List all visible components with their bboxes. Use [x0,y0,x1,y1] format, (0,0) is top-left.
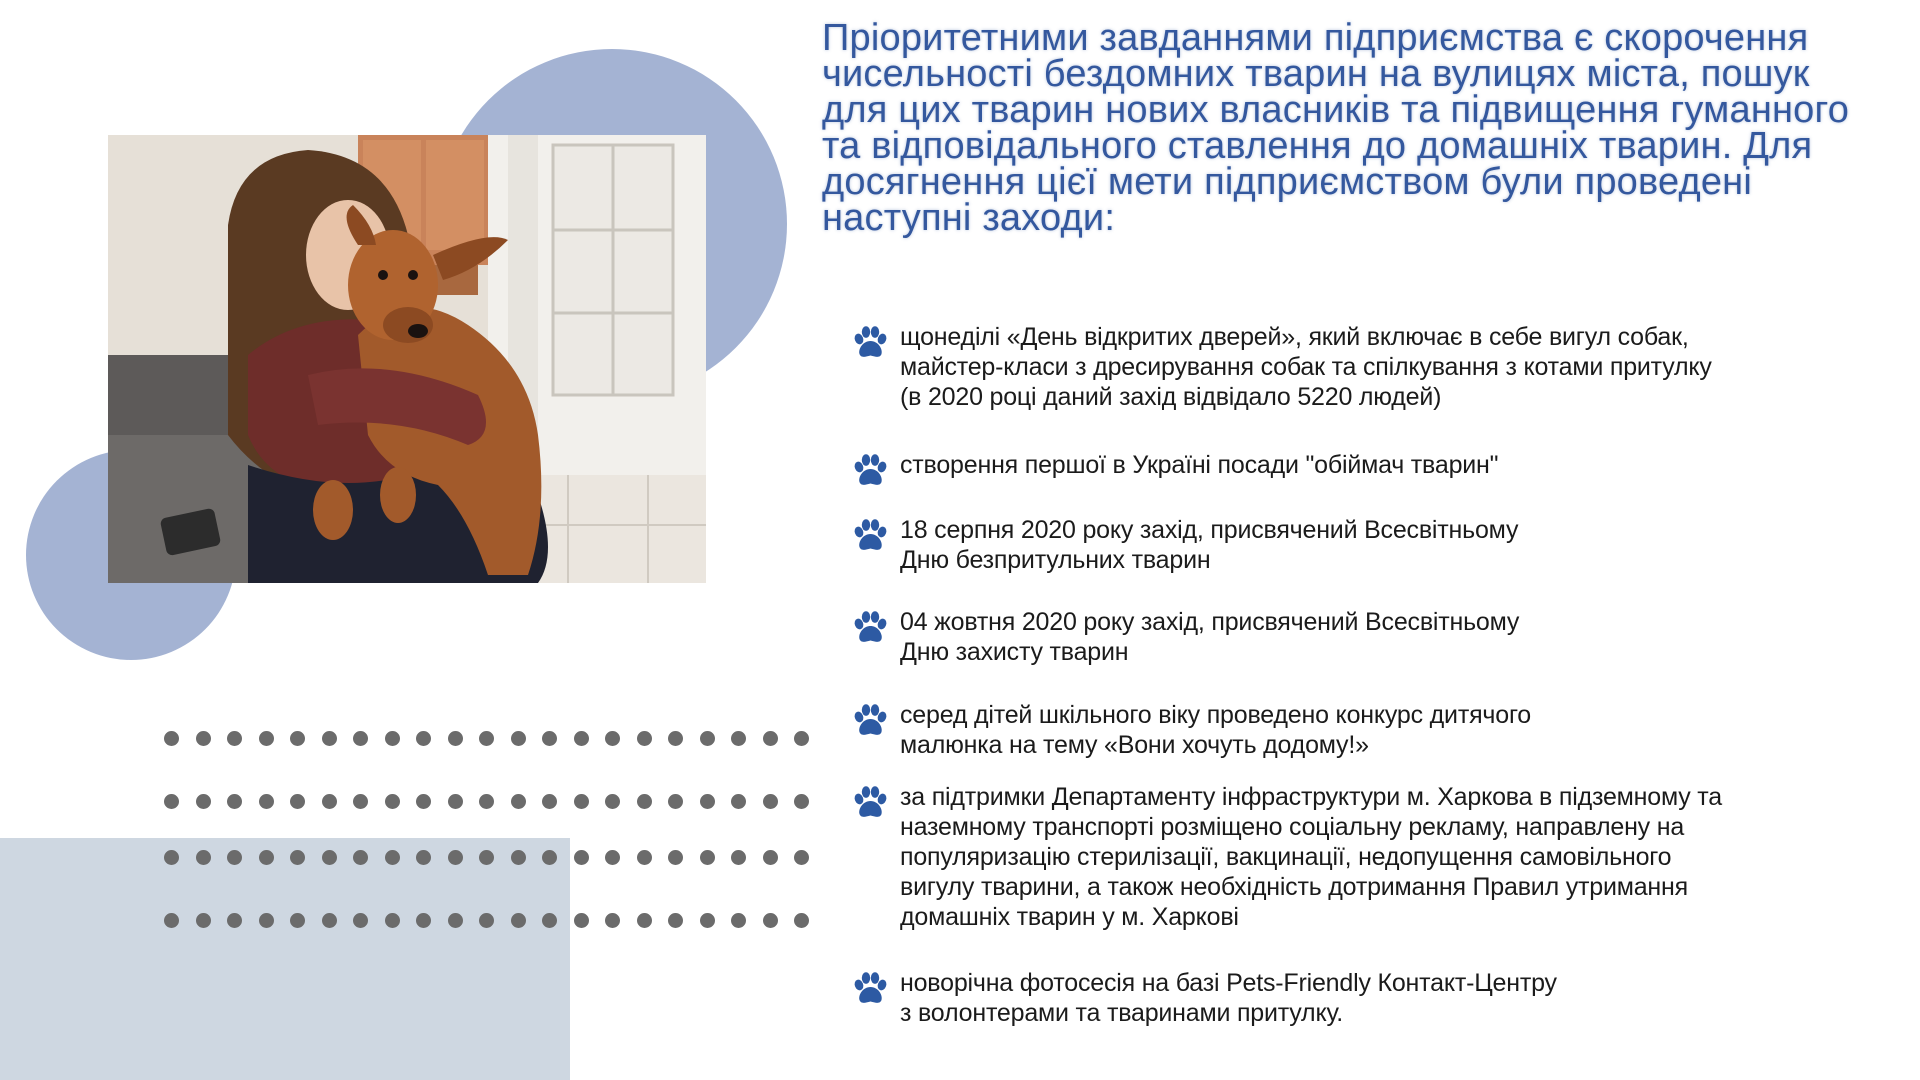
decorative-dot [322,794,337,809]
decorative-dot [794,913,809,928]
photo-woman-hugging-dog [108,135,706,583]
decorative-dot [700,794,715,809]
decorative-dot [574,794,589,809]
decorative-dot [385,913,400,928]
decorative-dot [322,731,337,746]
decorative-dot [353,913,368,928]
decorative-dot [259,850,274,865]
decorative-dot [227,913,242,928]
decorative-dot [668,794,683,809]
decorative-dot [731,913,746,928]
list-item [850,782,1890,932]
list-item [850,322,1890,412]
decorative-dot [385,850,400,865]
decorative-dot [511,913,526,928]
decorative-dot [763,850,778,865]
decorative-dot [794,794,809,809]
paw-icon [850,324,890,364]
decorative-dot [416,850,431,865]
list-item [850,968,1890,1028]
decorative-dot [668,913,683,928]
decorative-dot [448,794,463,809]
decorative-dot [448,731,463,746]
decorative-dot [511,794,526,809]
decorative-dot [794,850,809,865]
decorative-dot [259,731,274,746]
decorative-dot [196,794,211,809]
decorative-dot [227,794,242,809]
list-item [850,450,1890,492]
decorative-dot [511,731,526,746]
decorative-dot [637,913,652,928]
decorative-dot [574,731,589,746]
decorative-dot [448,850,463,865]
decorative-dot [637,850,652,865]
list-item-text: за підтримки Департаменту інфраструктури м. Харкова в підземному та наземному транспорті розміщено соціальну рекламу, направлену на популяризацію стерилізації, вакцинації, недопущення самовільного вигулу тварини, а також необхідність дотримання Правил утримання домашніх тварин у м. Харкові [900,783,1722,931]
decorative-dot [479,913,494,928]
list-item-text: новорічна фотосесія на базі Pets-Friendly Контакт-Центру з волонтерами та тваринами притулку. [900,969,1557,1027]
list-item [850,607,1890,667]
paw-icon [850,702,890,742]
decorative-dot [227,731,242,746]
decorative-dot [637,794,652,809]
decorative-dot [731,850,746,865]
decorative-dot [542,731,557,746]
decorative-dot [700,731,715,746]
decorative-dot [605,731,620,746]
decorative-dot [353,850,368,865]
list-item [850,515,1890,575]
decorative-dot [763,794,778,809]
decorative-dot [290,794,305,809]
decorative-dot [416,794,431,809]
decorative-dot [196,850,211,865]
decorative-dot [511,850,526,865]
decorative-dot [322,913,337,928]
page-heading: Пріоритетними завданнями підприємства є скорочення чисельності бездомних тварин на вулицях міста, пошук для цих тварин нових власників та підвищення гуманного та відповідального ставлення до домашніх тварин. Для досягнення цієї мети підприємством були проведені наступні заходи: [822,17,1850,239]
decorative-dot [731,794,746,809]
decorative-dot [731,731,746,746]
decorative-dot [574,850,589,865]
decorative-dot [164,850,179,865]
paw-icon [850,609,890,649]
decorative-dot [416,913,431,928]
decorative-dot [259,913,274,928]
decorative-dot [353,731,368,746]
decorative-dot [637,731,652,746]
decorative-dot [259,794,274,809]
decorative-dot [605,850,620,865]
decorative-dot [290,850,305,865]
decorative-dot [290,731,305,746]
list-item-text: 18 серпня 2020 року захід, присвячений Всесвітньому Дню безпритульних тварин [900,516,1519,574]
decorative-dot [542,850,557,865]
decorative-dot [700,850,715,865]
decorative-dot [763,731,778,746]
paw-icon [850,517,890,557]
decorative-dot [227,850,242,865]
decorative-dot [479,794,494,809]
decorative-dot [763,913,778,928]
decorative-dot [416,731,431,746]
decorative-dot [700,913,715,928]
decorative-dot [479,850,494,865]
decorative-dot [542,913,557,928]
decorative-dot [385,794,400,809]
decorative-dot [479,731,494,746]
decorative-dot [605,794,620,809]
decorative-dot [290,913,305,928]
decorative-dot [196,731,211,746]
decorative-dot [196,913,211,928]
decorative-dot [322,850,337,865]
decorative-dot [385,731,400,746]
list-item-text: 04 жовтня 2020 року захід, присвячений Всесвітньому Дню захисту тварин [900,608,1520,666]
decorative-dot [605,913,620,928]
list-item-text: щонеділі «День відкритих дверей», який включає в себе вигул собак, майстер-класи з дресирування собак та спілкування з котами притулку (в 2020 році даний захід відвідало 5220 людей) [900,323,1712,411]
decorative-dot [668,731,683,746]
paw-icon [850,452,890,492]
decorative-dot [794,731,809,746]
decorative-dot [574,913,589,928]
decorative-dot [164,794,179,809]
paw-icon [850,784,890,824]
list-item-text: серед дітей шкільного віку проведено конкурс дитячого малюнка на тему «Вони хочуть додому!» [900,701,1532,759]
decorative-dot [164,913,179,928]
decorative-dot [164,731,179,746]
list-item-text: створення першої в Україні посади "обіймач тварин" [900,451,1499,479]
decorative-dot [542,794,557,809]
decorative-dot-grid [164,731,814,951]
paw-icon [850,970,890,1010]
decorative-dot [448,913,463,928]
list-item [850,700,1890,760]
decorative-dot [353,794,368,809]
decorative-dot [668,850,683,865]
